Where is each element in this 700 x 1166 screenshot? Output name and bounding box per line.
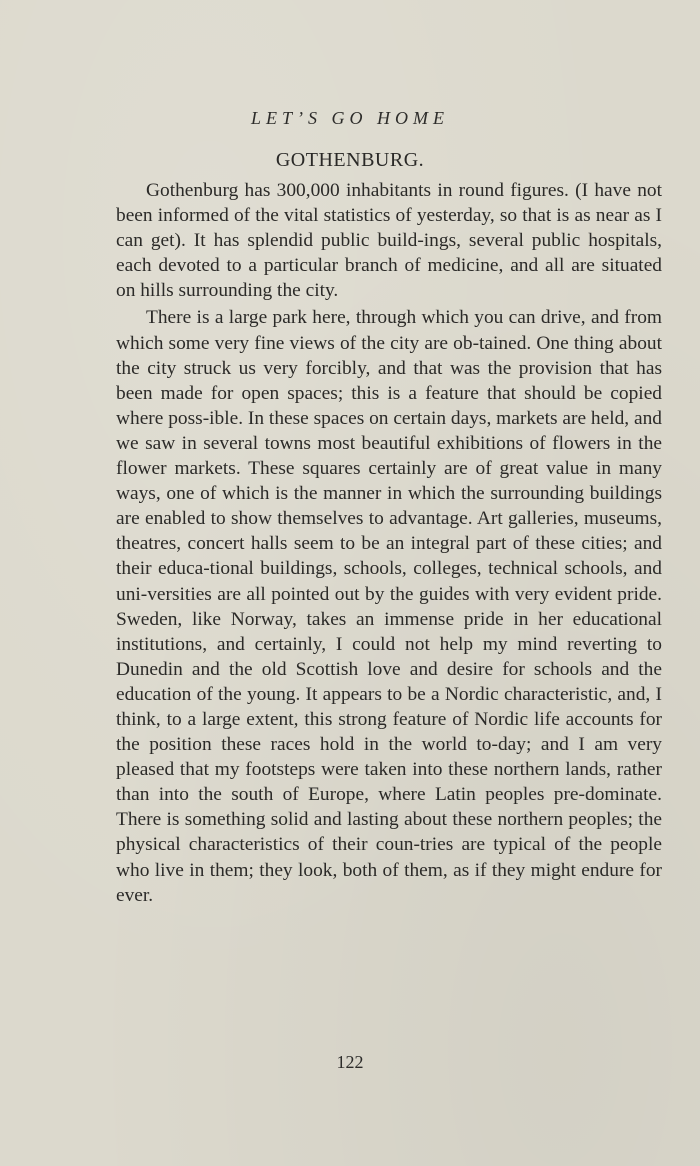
running-head: LET’S GO HOME (251, 108, 449, 128)
paragraph-1: Gothenburg has 300,000 inhabitants in round figures. (I have not been informed of the vital statistics of yesterday, so that is as near as I can get). It has splendid public build-ings, several public hospitals, each devoted to a particular branch of medicine, and all are situated on hills surrounding the city. (116, 180, 662, 302)
paragraph-2: There is a large park here, through which you can drive, and from which some very fine views of the city are ob-tained. One thing about the city struck us very forcibly, and that was the provision that has been made for open spaces; this is a feature that should be copied where poss-ible. In these spaces on certain days, markets are held, and we saw in several towns most beautiful exhibitions of flowers in the flower markets. These squares certainly are of great value in many ways, one of which is the manner in which the surrounding buildings are enabled to show themselves to advantage. Art galleries, museums, theatres, concert halls seem to be an integral part of these cities; and their educa-tional buildings, schools, colleges, technical schools, and uni-versities are all pointed out by the guides with very evident pride. Sweden, like Norway, takes an immense pride in her educational institutions, and certainly, I could not help my mind reverting to Dunedin and the old Scottish love and desire for schools and the education of the young. It appears to be a Nordic characteristic, and, I think, to a large extent, this strong feature of Nordic life accounts for the position these races hold in the world to-day; and I am very pleased that my footsteps were taken into these northern lands, rather than into the south of Europe, where Latin peoples pre-dominate. There is something solid and lasting about these northern peoples; the physical characteristics of their coun-tries are typical of the people who live in them; they look, both of them, as if they might endure for ever. (116, 307, 662, 906)
body-text (116, 178, 662, 908)
page-number: 122 (336, 1052, 364, 1072)
chapter-title: GOTHENBURG. (275, 149, 425, 171)
